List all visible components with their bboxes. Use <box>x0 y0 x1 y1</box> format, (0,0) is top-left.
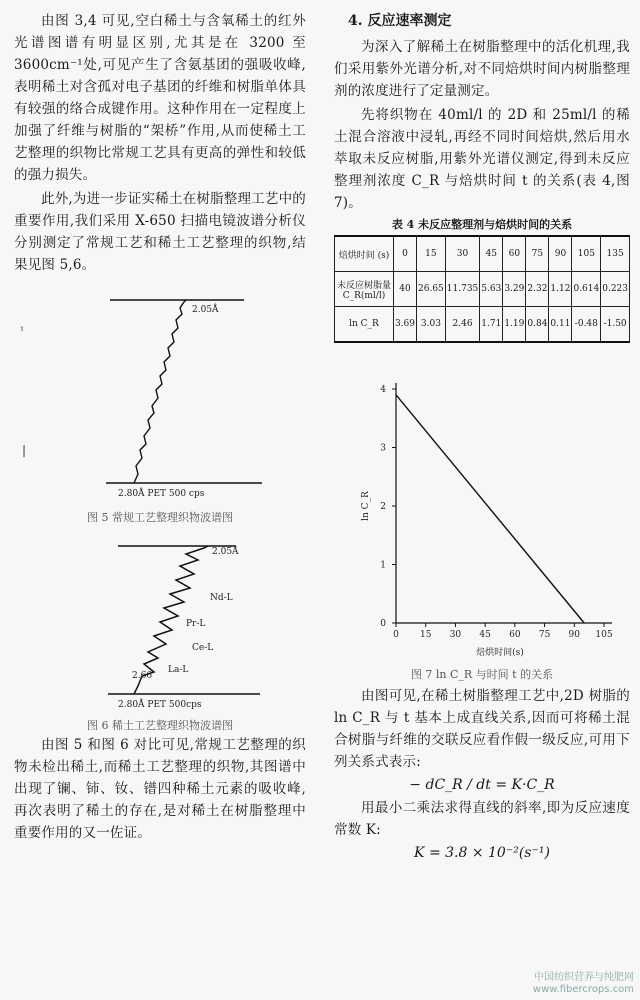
table-cell: 1.71 <box>480 307 503 343</box>
y-tick-label: 1 <box>380 560 386 571</box>
table-cell: 90 <box>549 236 572 272</box>
table-row <box>335 272 630 307</box>
fig6-label-ce: Ce-L <box>192 643 214 653</box>
table-4 <box>334 235 630 343</box>
table-row <box>335 236 630 272</box>
series-line <box>396 395 584 623</box>
svg-text:|: | <box>22 443 27 457</box>
table-cell: 2.46 <box>445 307 480 343</box>
x-axis-label: 焙烘时间(s) <box>476 648 524 658</box>
x-tick-label: 45 <box>479 630 491 640</box>
table-cell: 0.223 <box>601 272 630 307</box>
table-cell: -1.50 <box>601 307 630 343</box>
x-tick-label: 60 <box>509 630 521 640</box>
watermark-line: 中国纺织营养与纯肥网 <box>534 972 634 983</box>
y-tick-label: 4 <box>380 385 386 395</box>
figure-7-caption: 图 7 ln C_R 与时间 t 的关系 <box>410 668 554 681</box>
rate-constant: K = 3.8 × 10⁻²(s⁻¹) <box>414 845 550 861</box>
right-paragraph-4: 用最小二乘法求得直线的斜率,即为反应速度常数 K: <box>334 800 630 838</box>
left-column <box>14 10 306 846</box>
table-cell: 1.12 <box>549 272 572 307</box>
y-tick-label: 3 <box>380 443 386 454</box>
table-cell: 26.65 <box>417 272 446 307</box>
table-cell: 3.69 <box>393 307 416 343</box>
right-column <box>334 10 630 865</box>
left-paragraph-2: 此外,为进一步证实稀土在树脂整理工艺中的重要作用,我们采用 X-650 扫描电镜波谱分析仪分别测定了常规工艺和稀土工艺整理的织物,结果见图 5,6。 <box>14 191 306 273</box>
table-cell: 60 <box>503 236 526 272</box>
fig6-left-label: 2.66 <box>132 671 153 681</box>
fig6-label-pr: Pr-L <box>186 619 206 629</box>
table-cell: 40 <box>393 272 416 307</box>
fig5-base-label: 2.80Å PET 500 cps <box>118 489 205 499</box>
x-tick-label: 90 <box>568 630 581 640</box>
table-cell: 1.19 <box>503 307 526 343</box>
watermark <box>533 972 634 996</box>
figure-7-chart <box>334 367 630 663</box>
table-cell: 45 <box>480 236 503 272</box>
right-paragraph-2: 先将织物在 40ml/l 的 2D 和 25ml/l 的稀土混合溶液中浸轧,再经不同时间焙烘,然后用水萃取未反应树脂,用紫外光谱仪测定,得到未反应整理剂浓度 C_R 与焙烘时间 t 的关系(表 4,图 7)。 <box>334 107 630 211</box>
table-cell: 11.735 <box>445 272 480 307</box>
figure-5 <box>14 278 306 526</box>
watermark-line: www.fibercrops.com <box>532 984 634 995</box>
fig5-peak-label: 2.05Å <box>192 305 219 315</box>
fig6-base-label: 2.80Å PET 500cps <box>118 700 202 710</box>
table-4-caption: 表 4 未反应整理剂与焙烘时间的关系 <box>391 218 573 231</box>
left-paragraph-3: 由图 5 和图 6 对比可见,常规工艺整理的织物未检出稀土,而稀土工艺整理的织物,其图谱中出现了镧、铈、钕、镨四种稀土元素的吸收峰,再次表明了稀土的存在,是对稀土在树脂整理中重要作用的又一佐证。 <box>14 737 306 841</box>
table-cell: 0 <box>393 236 416 272</box>
table-cell: 15 <box>417 236 446 272</box>
fig6-peak-label: 2.05Å <box>212 547 239 557</box>
table-cell: 0.11 <box>549 307 572 343</box>
svg-text:¹: ¹ <box>20 326 25 337</box>
fig6-label-nd: Nd-L <box>210 593 233 603</box>
table-cell: 5.63 <box>480 272 503 307</box>
table-cell: 2.32 <box>526 272 549 307</box>
table-cell: 焙烘时间 (s) <box>335 236 394 272</box>
left-paragraph-1: 由图 3,4 可见,空白稀土与含氧稀土的红外光谱图谱有明显区别,尤其是在 3200 至 3600cm⁻¹处,可见产生了含氨基团的强吸收峰,表明稀土对含孤对电子基团的纤维和树脂单体具有较强的络合成键作用。这种作用在一定程度上加强了纤维与树脂的“架桥”作用,从而使稀土工艺整理的织物比常规工艺具有更高的弹性和较低的强力损失。 <box>14 13 306 183</box>
x-tick-label: 75 <box>538 630 551 640</box>
table-cell: 75 <box>526 236 549 272</box>
figure-5-spectrum <box>14 278 306 506</box>
figure-5-caption: 图 5 常规工艺整理织物波谱图 <box>87 511 233 524</box>
table-cell: 未反应树脂量 C_R(ml/l) <box>335 272 394 307</box>
table-cell: 0.84 <box>526 307 549 343</box>
table-cell: ln C_R <box>335 307 394 343</box>
y-tick-label: 0 <box>380 619 386 629</box>
table-cell: 3.29 <box>503 272 526 307</box>
table-cell: 30 <box>445 236 480 272</box>
y-axis-label: ln C_R <box>361 491 371 521</box>
figure-6-spectrum <box>14 526 306 714</box>
x-tick-label: 0 <box>393 630 399 640</box>
right-paragraph-3: 由图可见,在稀土树脂整理工艺中,2D 树脂的 ln C_R 与 t 基本上成直线关系,因而可将稀土混合树脂与纤维的交联反应看作假一级反应,可用下列关系式表示: <box>334 688 630 770</box>
figure-6 <box>14 526 306 734</box>
y-tick-label: 2 <box>380 502 386 512</box>
figure-6-caption: 图 6 稀土工艺整理织物波谱图 <box>87 719 233 732</box>
section-heading: 4. 反应速率测定 <box>348 13 452 29</box>
x-tick-label: 30 <box>449 630 462 640</box>
table-row <box>335 307 630 343</box>
rate-equation: − dC_R / dt = K·C_R <box>409 777 555 793</box>
table-cell: 135 <box>601 236 630 272</box>
table-cell: -0.48 <box>572 307 601 343</box>
fig6-label-la: La-L <box>168 665 189 675</box>
table-cell: 3.03 <box>417 307 446 343</box>
table-cell: 0.614 <box>572 272 601 307</box>
right-paragraph-1: 为深入了解稀土在树脂整理中的活化机理,我们采用紫外光谱分析,对不同焙烘时间内树脂整理剂的浓度进行了定量测定。 <box>334 39 630 99</box>
x-tick-label: 105 <box>595 630 613 640</box>
table-cell: 105 <box>572 236 601 272</box>
x-tick-label: 15 <box>419 630 432 640</box>
figure-7 <box>334 367 630 685</box>
